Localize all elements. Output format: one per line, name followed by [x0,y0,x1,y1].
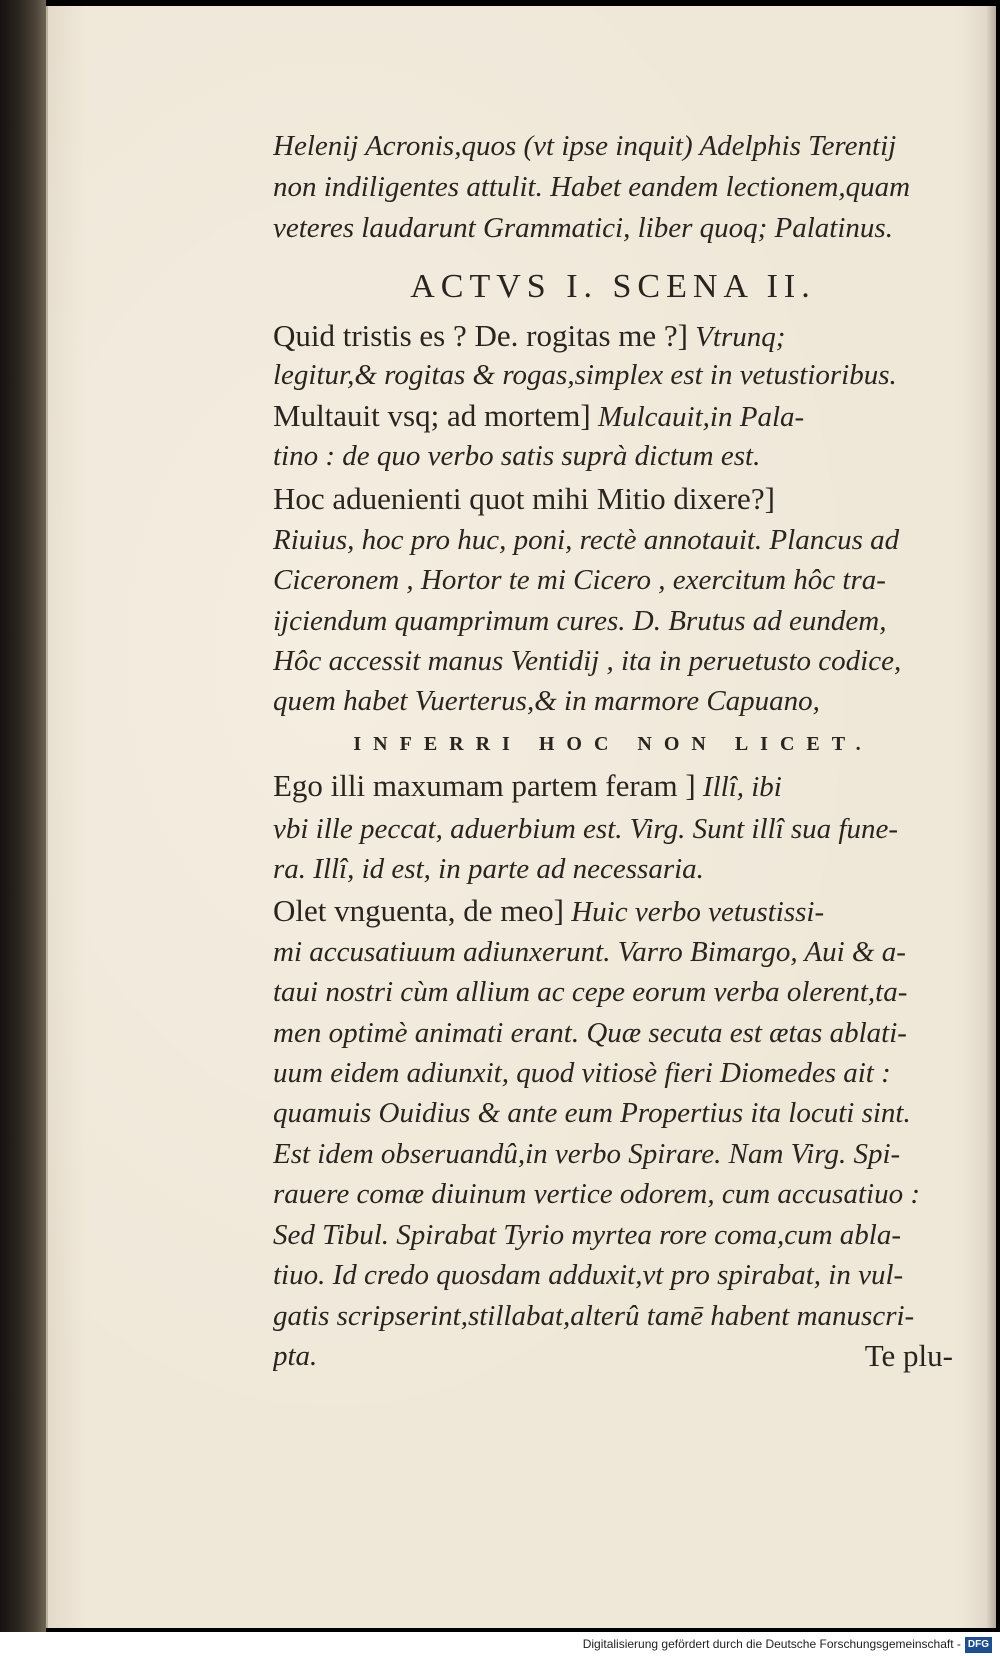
lemma: Hoc aduenienti quot mihi Mitio dixere?] [273,481,775,516]
text-line: non indiligentes attulit. Habet eandem lectionem,quam [273,171,911,203]
final-word: pta. [273,1340,318,1372]
text-line [273,318,953,355]
text-line: taui nostri cùm allium ac cepe eorum verba olerent,ta- [273,976,908,1008]
text-line: quamuis Ouidius & ante eum Propertius ita locuti sint. [273,1097,911,1129]
dfg-logo: DFG [965,1637,992,1653]
lemma: Ego illi maxumam partem feram ] [273,768,696,803]
text-line: legitur,& rogitas & rogas,simplex est in vetustioribus. [273,359,897,391]
lemma: Multauit vsq; ad mortem] [273,398,591,433]
text-line: rauere comæ diuinum vertice odorem, cum accusatiuo : [273,1178,920,1210]
page-edge-shadow [986,6,996,1628]
text-line: Riuius, hoc pro huc, poni, rectè annotauit. Plancus ad [273,524,900,556]
book-gutter-edge [0,0,46,1632]
text-line [273,768,953,805]
text-line: Ciceronem , Hortor te mi Cicero , exercitum hôc tra- [273,564,886,596]
text-line [273,893,953,930]
text-line: vbi ille peccat, aduerbium est. Virg. Sunt illî sua fune- [273,813,899,845]
commentary: Mulcauit,in Pala- [590,401,805,433]
text-line: Sed Tibul. Spirabat Tyrio myrtea rore coma,cum abla- [273,1219,902,1251]
text-line: ra. Illî, id est, in parte ad necessaria. [273,853,704,885]
text-line: gatis scripserint,stillabat,alterû tamē habent manuscri- [273,1300,915,1332]
lemma: Olet vnguenta, de meo] [273,893,564,928]
commentary: Vtrunq; [687,321,786,353]
text-line: ijciendum quamprimum cures. D. Brutus ad eundem, [273,605,887,637]
catchword: Te plu- [864,1338,953,1373]
commentary: Huic verbo vetustissi- [563,896,825,928]
text-line [273,1338,953,1374]
inscription-heading: INFERRI HOC NON LICET. [353,733,873,755]
funding-credit-text: Digitalisierung gefördert durch die Deutsche Forschungsgemeinschaft - [582,1637,961,1651]
text-line: Hôc accessit manus Ventidij , ita in peruetusto codice, [273,645,902,677]
scene-heading: ACTVS I. SCENA II. [410,268,816,305]
text-line: tino : de quo verbo satis suprà dictum est. [273,440,761,472]
text-line: Est idem obseruandû,in verbo Spirare. Nam Virg. Spi- [273,1138,901,1170]
text-line: men optimè animati erant. Quæ secuta est ætas ablati- [273,1017,907,1049]
book-page [46,6,996,1628]
digitization-credit-bar [0,1632,1000,1656]
text-line: Helenij Acronis,quos (vt ipse inquit) Adelphis Terentij [273,130,897,162]
commentary: Illî, ibi [695,771,782,803]
text-line [273,398,953,435]
text-line: veteres laudarunt Grammatici, liber quoq; Palatinus. [273,212,893,244]
text-line: tiuo. Id credo quosdam adduxit,vt pro spirabat, in vul- [273,1259,904,1291]
text-line: quem habet Vuerterus,& in marmore Capuano, [273,685,820,717]
text-line: uum eidem adiunxit, quod vitiosè fieri Diomedes ait : [273,1057,891,1089]
text-line: mi accusatiuum adiunxerunt. Varro Bimargo, Aui & a- [273,936,906,968]
lemma: Quid tristis es ? De. rogitas me ?] [273,318,688,353]
